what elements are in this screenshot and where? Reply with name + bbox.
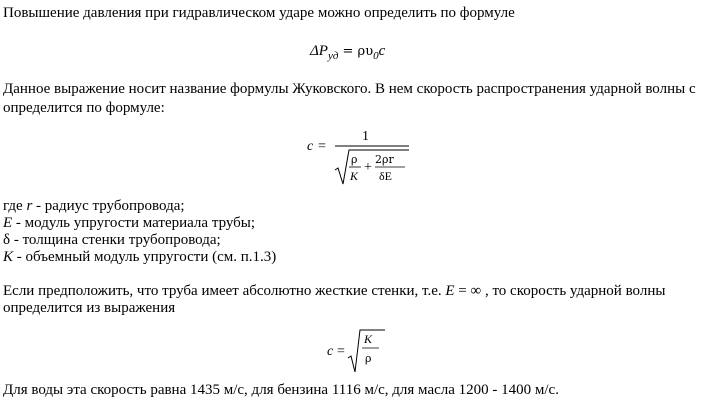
paragraph-intro: Повышение давления при гидравлическом ударе можно определить по формуле — [3, 5, 515, 21]
legend-delta-desc: - толщина стенки трубопровода; — [10, 232, 221, 248]
formula-lhs-subscript: уд — [327, 50, 339, 62]
formula-rhs: c — [378, 43, 386, 59]
legend-K-desc: - объемный модуль упругости (см. п.1.3) — [13, 249, 277, 265]
paragraph-zhukovsky-line2: определится по формуле: — [3, 100, 165, 116]
formula3-K: K — [364, 332, 373, 346]
formula-rigid-speed — [327, 328, 387, 376]
paragraph-rigid-line2: определится из выражения — [3, 300, 176, 316]
legend-E-desc: - модуль упругости материала трубы; — [12, 215, 256, 231]
formula-v-subscript: 0 — [373, 50, 379, 62]
formula3-rho: ρ — [365, 352, 372, 365]
legend-r-symbol: r — [26, 198, 33, 214]
formula2-2rhor: 2ρr — [375, 153, 394, 166]
formula2-numerator: 1 — [362, 129, 369, 144]
rigid-text-a: Если предположить, что труба имеет абсолютно жесткие стенки, т.е. — [3, 283, 446, 299]
paragraph-speeds: Для воды эта скорость равна 1435 м/с, для бензина 1116 м/с, для масла 1200 - 1400 м/с. — [3, 382, 559, 398]
formula-wave-speed — [305, 126, 410, 188]
formula2-rho: ρ — [351, 153, 358, 166]
formula-lhs: ΔP — [310, 43, 328, 59]
formula3-eq: = — [337, 344, 345, 359]
legend-E-symbol: E — [3, 215, 13, 231]
formula-eq: = ρυ — [338, 44, 374, 59]
formula-zhukovsky — [0, 41, 710, 62]
legend-where: где — [3, 198, 27, 214]
rigid-E-symbol: E — [445, 283, 455, 299]
legend-K-symbol: K — [3, 249, 14, 265]
formula2-K: K — [350, 169, 359, 183]
formula2-plus: + — [364, 160, 372, 175]
rigid-text-b: = ∞ , то скорость ударной волны — [454, 283, 666, 299]
legend-K — [3, 248, 704, 267]
formula2-c: c — [307, 139, 314, 154]
formula2-eq: = — [318, 139, 326, 154]
formula2-deltaE: δE — [379, 169, 392, 183]
legend-r-desc: - радиус трубопровода; — [32, 198, 185, 214]
formula3-c: c — [327, 344, 334, 359]
legend-delta-symbol: δ — [3, 232, 11, 248]
paragraph-zhukovsky-line1: Данное выражение носит название формулы Жуковского. В нем скорость распространения ударной волны с — [3, 81, 696, 97]
